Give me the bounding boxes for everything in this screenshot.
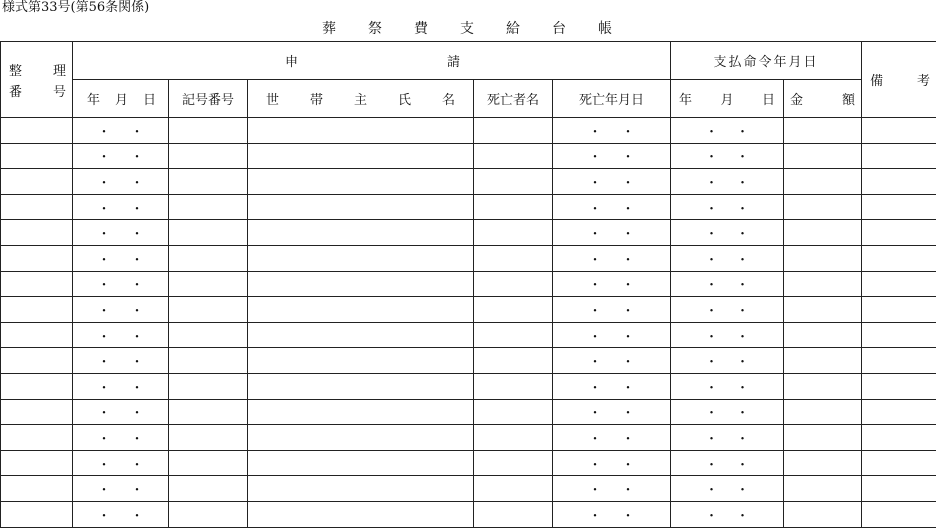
cell-biko[interactable] (862, 450, 936, 476)
cell-kingaku[interactable] (784, 501, 862, 527)
cell-shinsei-date[interactable]: ・ ・ (73, 194, 169, 220)
cell-biko[interactable] (862, 399, 936, 425)
cell-shibosha-mei[interactable] (474, 297, 553, 323)
cell-biko[interactable] (862, 194, 936, 220)
cell-setai-nushi[interactable] (248, 118, 474, 144)
cell-shinsei-date[interactable]: ・ ・ (73, 399, 169, 425)
cell-setai-nushi[interactable] (248, 373, 474, 399)
cell-shibo-nengappi[interactable]: ・ ・ (553, 425, 671, 451)
cell-setai-nushi[interactable] (248, 245, 474, 271)
cell-kingaku[interactable] (784, 220, 862, 246)
cell-shibosha-mei[interactable] (474, 118, 553, 144)
cell-kingaku[interactable] (784, 425, 862, 451)
cell-kigo-bango[interactable] (169, 476, 248, 502)
cell-shinsei-date[interactable]: ・ ・ (73, 245, 169, 271)
cell-shibo-nengappi[interactable]: ・ ・ (553, 169, 671, 195)
ledger-row (1, 322, 936, 348)
title-char: 祭 (368, 21, 382, 37)
title-char: 支 (460, 21, 474, 37)
funeral-expense-ledger-table (0, 41, 936, 528)
cell-kingaku[interactable] (784, 118, 862, 144)
cell-biko[interactable] (862, 348, 936, 374)
cell-seiri-bango[interactable] (1, 476, 73, 502)
cell-seiri-bango[interactable] (1, 348, 73, 374)
cell-setai-nushi[interactable] (248, 425, 474, 451)
cell-kigo-bango[interactable] (169, 322, 248, 348)
cell-pay-date[interactable]: ・ ・ (671, 297, 784, 323)
cell-biko[interactable] (862, 476, 936, 502)
cell-kigo-bango[interactable] (169, 194, 248, 220)
cell-shibosha-mei[interactable] (474, 476, 553, 502)
cell-biko[interactable] (862, 373, 936, 399)
ledger-row (1, 169, 936, 195)
cell-kigo-bango[interactable] (169, 399, 248, 425)
cell-shibo-nengappi[interactable]: ・ ・ (553, 194, 671, 220)
cell-setai-nushi[interactable] (248, 143, 474, 169)
ledger-row (1, 220, 936, 246)
cell-pay-date[interactable]: ・ ・ (671, 220, 784, 246)
cell-kigo-bango[interactable] (169, 450, 248, 476)
cell-shibosha-mei[interactable] (474, 501, 553, 527)
ledger-row (1, 501, 936, 527)
cell-kingaku[interactable] (784, 194, 862, 220)
cell-seiri-bango[interactable] (1, 194, 73, 220)
cell-shinsei-date[interactable]: ・ ・ (73, 450, 169, 476)
cell-shibo-nengappi[interactable]: ・ ・ (553, 348, 671, 374)
cell-shibosha-mei[interactable] (474, 399, 553, 425)
ledger-row (1, 271, 936, 297)
cell-pay-date[interactable]: ・ ・ (671, 425, 784, 451)
cell-setai-nushi[interactable] (248, 220, 474, 246)
header-pay-date: 年 月 日 (671, 80, 784, 118)
cell-shibo-nengappi[interactable]: ・ ・ (553, 373, 671, 399)
cell-kigo-bango[interactable] (169, 271, 248, 297)
cell-pay-date[interactable]: ・ ・ (671, 399, 784, 425)
cell-kingaku[interactable] (784, 143, 862, 169)
cell-pay-date[interactable]: ・ ・ (671, 245, 784, 271)
cell-seiri-bango[interactable] (1, 399, 73, 425)
cell-shibo-nengappi[interactable]: ・ ・ (553, 322, 671, 348)
header-shinsei-date: 年 月 日 (73, 80, 169, 118)
cell-kigo-bango[interactable] (169, 245, 248, 271)
title-char: 葬 (322, 21, 336, 37)
cell-shibo-nengappi[interactable]: ・ ・ (553, 476, 671, 502)
cell-shibosha-mei[interactable] (474, 194, 553, 220)
cell-kigo-bango[interactable] (169, 220, 248, 246)
cell-shinsei-date[interactable]: ・ ・ (73, 501, 169, 527)
cell-shinsei-date[interactable]: ・ ・ (73, 476, 169, 502)
ledger-row (1, 450, 936, 476)
cell-pay-date[interactable]: ・ ・ (671, 271, 784, 297)
cell-setai-nushi[interactable] (248, 450, 474, 476)
cell-shibo-nengappi[interactable]: ・ ・ (553, 271, 671, 297)
cell-biko[interactable] (862, 425, 936, 451)
cell-setai-nushi[interactable] (248, 322, 474, 348)
cell-shinsei-date[interactable]: ・ ・ (73, 143, 169, 169)
cell-kigo-bango[interactable] (169, 297, 248, 323)
header-shinsei: 申 請 (73, 42, 671, 80)
cell-biko[interactable] (862, 501, 936, 527)
cell-kingaku[interactable] (784, 245, 862, 271)
cell-kingaku[interactable] (784, 169, 862, 195)
cell-seiri-bango[interactable] (1, 271, 73, 297)
title-char: 帳 (598, 21, 612, 37)
ledger-row (1, 194, 936, 220)
cell-shinsei-date[interactable]: ・ ・ (73, 118, 169, 144)
cell-shinsei-date[interactable]: ・ ・ (73, 373, 169, 399)
ledger-row (1, 399, 936, 425)
cell-shinsei-date[interactable]: ・ ・ (73, 169, 169, 195)
cell-shinsei-date[interactable]: ・ ・ (73, 297, 169, 323)
cell-shibosha-mei[interactable] (474, 169, 553, 195)
cell-biko[interactable] (862, 322, 936, 348)
ledger-row (1, 425, 936, 451)
cell-shinsei-date[interactable]: ・ ・ (73, 220, 169, 246)
cell-seiri-bango[interactable] (1, 297, 73, 323)
cell-kigo-bango[interactable] (169, 143, 248, 169)
cell-setai-nushi[interactable] (248, 297, 474, 323)
ledger-row (1, 373, 936, 399)
ledger-row (1, 118, 936, 144)
cell-setai-nushi[interactable] (248, 169, 474, 195)
cell-shibosha-mei[interactable] (474, 322, 553, 348)
header-setai-nushi: 世 帯 主 氏 名 (248, 80, 474, 118)
cell-pay-date[interactable]: ・ ・ (671, 450, 784, 476)
cell-shibo-nengappi[interactable]: ・ ・ (553, 220, 671, 246)
cell-kigo-bango[interactable] (169, 348, 248, 374)
title-char: 給 (506, 21, 520, 37)
cell-setai-nushi[interactable] (248, 194, 474, 220)
cell-kigo-bango[interactable] (169, 169, 248, 195)
header-shibosha-mei: 死亡者名 (474, 80, 553, 118)
form-number-label: 様式第33号(第56条関係) (2, 0, 150, 15)
cell-biko[interactable] (862, 143, 936, 169)
cell-kigo-bango[interactable] (169, 118, 248, 144)
header-biko: 備 考 (862, 42, 936, 118)
header-shiharai-meirei: 支払命令年月日 (671, 42, 862, 80)
cell-biko[interactable] (862, 118, 936, 144)
cell-kigo-bango[interactable] (169, 425, 248, 451)
cell-pay-date[interactable]: ・ ・ (671, 373, 784, 399)
cell-setai-nushi[interactable] (248, 348, 474, 374)
header-seiri-bango: 整 理 番 号 (1, 42, 73, 118)
cell-pay-date[interactable]: ・ ・ (671, 143, 784, 169)
header-kingaku: 金 額 (784, 80, 862, 118)
cell-shibo-nengappi[interactable]: ・ ・ (553, 118, 671, 144)
header-row-2 (1, 80, 936, 118)
cell-biko[interactable] (862, 271, 936, 297)
cell-pay-date[interactable]: ・ ・ (671, 476, 784, 502)
cell-shibosha-mei[interactable] (474, 143, 553, 169)
title-char: 費 (414, 21, 428, 37)
cell-seiri-bango[interactable] (1, 245, 73, 271)
cell-seiri-bango[interactable] (1, 322, 73, 348)
cell-seiri-bango[interactable] (1, 425, 73, 451)
cell-shibosha-mei[interactable] (474, 271, 553, 297)
cell-biko[interactable] (862, 245, 936, 271)
cell-kingaku[interactable] (784, 450, 862, 476)
cell-biko[interactable] (862, 297, 936, 323)
cell-setai-nushi[interactable] (248, 501, 474, 527)
cell-biko[interactable] (862, 220, 936, 246)
cell-shibosha-mei[interactable] (474, 450, 553, 476)
cell-shinsei-date[interactable]: ・ ・ (73, 271, 169, 297)
cell-seiri-bango[interactable] (1, 220, 73, 246)
cell-shibo-nengappi[interactable]: ・ ・ (553, 501, 671, 527)
cell-shinsei-date[interactable]: ・ ・ (73, 322, 169, 348)
cell-shibo-nengappi[interactable]: ・ ・ (553, 297, 671, 323)
cell-shinsei-date[interactable]: ・ ・ (73, 425, 169, 451)
ledger-title (322, 20, 612, 38)
header-kigo-bango: 記号番号 (169, 80, 248, 118)
cell-setai-nushi[interactable] (248, 399, 474, 425)
cell-setai-nushi[interactable] (248, 476, 474, 502)
cell-seiri-bango[interactable] (1, 169, 73, 195)
cell-seiri-bango[interactable] (1, 143, 73, 169)
cell-shibosha-mei[interactable] (474, 373, 553, 399)
cell-shinsei-date[interactable]: ・ ・ (73, 348, 169, 374)
cell-biko[interactable] (862, 169, 936, 195)
cell-kingaku[interactable] (784, 373, 862, 399)
cell-seiri-bango[interactable] (1, 501, 73, 527)
header-shibo-nengappi: 死亡年月日 (553, 80, 671, 118)
cell-shibo-nengappi[interactable]: ・ ・ (553, 399, 671, 425)
ledger-row (1, 143, 936, 169)
cell-pay-date[interactable]: ・ ・ (671, 322, 784, 348)
ledger-row (1, 245, 936, 271)
cell-setai-nushi[interactable] (248, 271, 474, 297)
cell-shibo-nengappi[interactable]: ・ ・ (553, 245, 671, 271)
cell-kigo-bango[interactable] (169, 501, 248, 527)
cell-shibo-nengappi[interactable]: ・ ・ (553, 143, 671, 169)
cell-pay-date[interactable]: ・ ・ (671, 348, 784, 374)
cell-kigo-bango[interactable] (169, 373, 248, 399)
ledger-row (1, 348, 936, 374)
cell-kingaku[interactable] (784, 322, 862, 348)
cell-shibosha-mei[interactable] (474, 348, 553, 374)
cell-kingaku[interactable] (784, 476, 862, 502)
cell-shibosha-mei[interactable] (474, 245, 553, 271)
cell-pay-date[interactable]: ・ ・ (671, 501, 784, 527)
cell-kingaku[interactable] (784, 399, 862, 425)
cell-shibo-nengappi[interactable]: ・ ・ (553, 450, 671, 476)
cell-kingaku[interactable] (784, 348, 862, 374)
cell-pay-date[interactable]: ・ ・ (671, 118, 784, 144)
cell-seiri-bango[interactable] (1, 118, 73, 144)
ledger-row (1, 297, 936, 323)
title-char: 台 (552, 21, 566, 37)
cell-pay-date[interactable]: ・ ・ (671, 169, 784, 195)
cell-kingaku[interactable] (784, 271, 862, 297)
cell-shibosha-mei[interactable] (474, 425, 553, 451)
cell-seiri-bango[interactable] (1, 450, 73, 476)
cell-kingaku[interactable] (784, 297, 862, 323)
cell-pay-date[interactable]: ・ ・ (671, 194, 784, 220)
header-row-1 (1, 42, 936, 80)
cell-seiri-bango[interactable] (1, 373, 73, 399)
cell-shibosha-mei[interactable] (474, 220, 553, 246)
ledger-row (1, 476, 936, 502)
